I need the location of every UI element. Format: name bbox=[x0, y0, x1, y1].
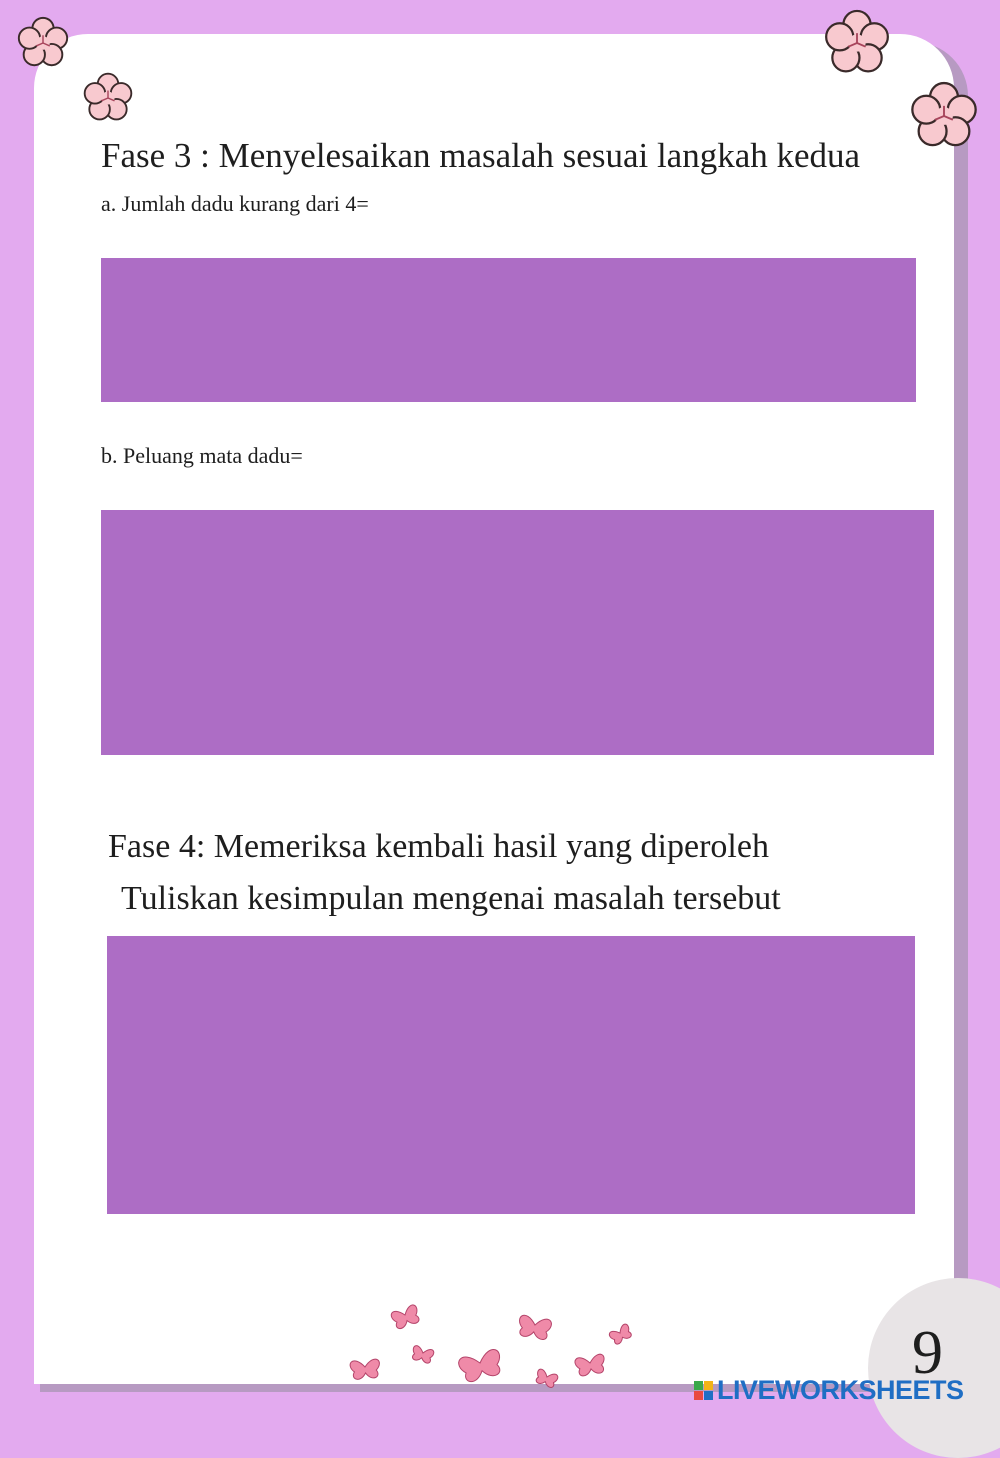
butterfly-icon bbox=[390, 1304, 421, 1330]
fase3-heading: Fase 3 : Menyelesaikan masalah sesuai langkah kedua bbox=[101, 136, 861, 175]
butterfly-icon bbox=[534, 1368, 558, 1389]
question-a-label: a. Jumlah dadu kurang dari 4= bbox=[101, 191, 369, 216]
fase4-heading: Fase 4: Memeriksa kembali hasil yang diperoleh bbox=[108, 828, 769, 865]
butterfly-icon bbox=[350, 1359, 381, 1380]
liveworksheets-brand bbox=[694, 1375, 964, 1405]
butterfly-icon bbox=[411, 1345, 435, 1364]
butterfly-decoration bbox=[335, 1295, 645, 1395]
page-number: 9 bbox=[912, 1319, 943, 1387]
butterfly-icon bbox=[608, 1323, 633, 1346]
butterfly-icon bbox=[574, 1354, 606, 1377]
fase4-instruction: Tuliskan kesimpulan mengenai masalah tersebut bbox=[121, 880, 781, 917]
brand-name: LIVEWORKSHEETS bbox=[717, 1374, 964, 1405]
butterfly-icon bbox=[517, 1314, 552, 1340]
butterfly-icon bbox=[457, 1348, 504, 1384]
answer-box-a[interactable] bbox=[101, 258, 916, 402]
answer-box-conclusion[interactable] bbox=[107, 936, 915, 1214]
answer-box-b[interactable] bbox=[101, 510, 934, 755]
cherry-blossom-icon bbox=[14, 14, 72, 72]
question-b-label: b. Peluang mata dadu= bbox=[101, 443, 303, 468]
cherry-blossom-icon bbox=[906, 78, 982, 154]
cherry-blossom-icon bbox=[820, 6, 894, 80]
cherry-blossom-icon bbox=[80, 70, 136, 126]
liveworksheets-logo-icon bbox=[694, 1381, 713, 1400]
